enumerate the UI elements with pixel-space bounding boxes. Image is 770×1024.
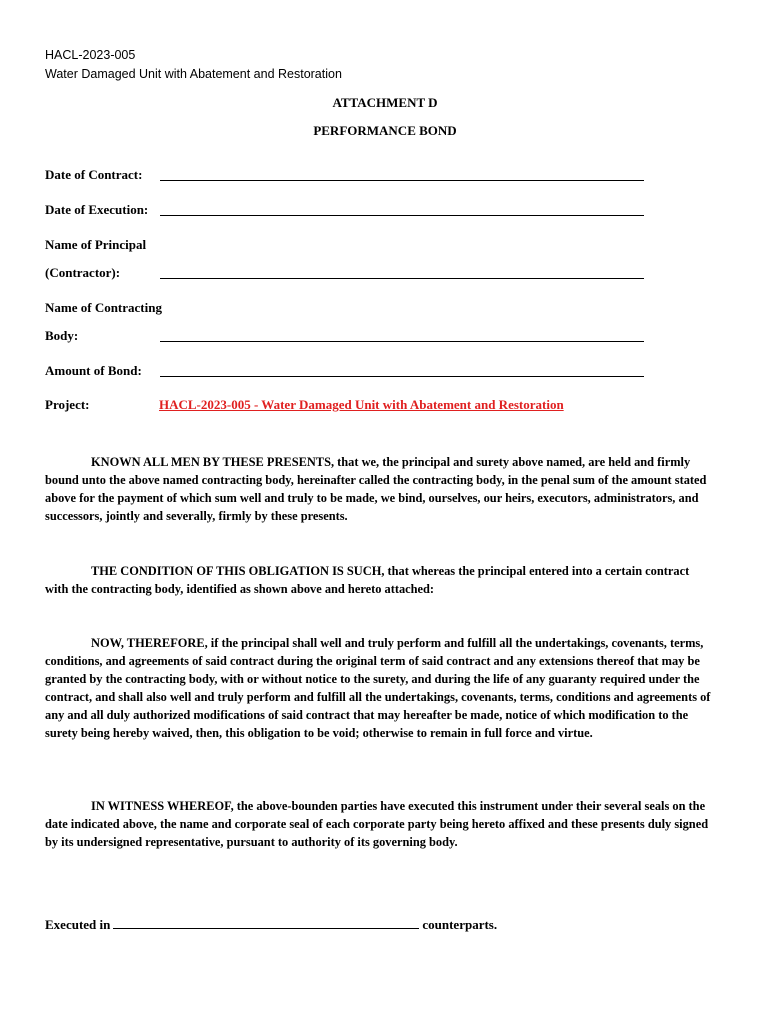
executed-in-line <box>45 916 497 933</box>
date-of-execution-label: Date of Execution: <box>45 202 149 217</box>
paragraph-in-witness: IN WITNESS WHEREOF, the above-bounden parties have executed this instrument under their several seals on the date indicated above, the name and corporate seal of each corporate party being hereto affixed and these presents duly signed by its undersigned representative, pursuant to authority of its governing body. <box>45 799 709 849</box>
principal-label-line2: (Contractor): <box>45 265 121 280</box>
date-of-contract-label: Date of Contract: <box>45 167 143 182</box>
document-subtitle: Water Damaged Unit with Abatement and Restoration <box>45 67 342 81</box>
contracting-body-line[interactable] <box>160 341 644 342</box>
document-id: HACL-2023-005 <box>45 48 136 62</box>
contracting-body-label-line1: Name of Contracting <box>45 300 162 315</box>
executed-suffix: counterparts. <box>422 917 498 932</box>
paragraph-known-all-men: KNOWN ALL MEN BY THESE PRESENTS, that we, the principal and surety above named, are held and firmly bound unto the above named contracting body, hereinafter called the contracting body, in the penal sum of the amount stated above for the payment of which sum well and truly to be made, we bind, ourselves, our heirs, executors, administrators, and successors, jointly and severally, firmly by these presents. <box>45 455 707 523</box>
counterparts-blank[interactable] <box>113 916 419 929</box>
amount-of-bond-line[interactable] <box>160 376 644 377</box>
bond-title: PERFORMANCE BOND <box>313 123 457 138</box>
project-label: Project: <box>45 397 90 412</box>
executed-prefix: Executed in <box>45 917 111 932</box>
date-of-contract-line[interactable] <box>160 180 644 181</box>
principal-line[interactable] <box>160 278 644 279</box>
amount-of-bond-label: Amount of Bond: <box>45 363 142 378</box>
attachment-title: ATTACHMENT D <box>332 95 438 110</box>
document-header <box>45 46 342 84</box>
date-of-execution-line[interactable] <box>160 215 644 216</box>
principal-label-line1: Name of Principal <box>45 237 147 252</box>
contracting-body-label-line2: Body: <box>45 328 79 343</box>
paragraph-now-therefore: NOW, THEREFORE, if the principal shall well and truly perform and fulfill all the undertakings, covenants, terms, conditions, and agreements of said contract during the original term of said contract and any extensions thereof that may be granted by the contracting body, with or without notice to the surety, and during the life of any guaranty required under the contract, and shall also well and truly perform and fulfill all the undertakings, covenants, terms, conditions and agreements of any and all duly authorized modifications of said contract that may hereafter be made, notice of which modification to the surety being hereby waived, then, this obligation to be void; otherwise to remain in full force and virtue. <box>45 636 711 740</box>
project-value: HACL-2023-005 - Water Damaged Unit with Abatement and Restoration <box>159 397 564 412</box>
paragraph-condition: THE CONDITION OF THIS OBLIGATION IS SUCH, that whereas the principal entered into a certain contract with the contracting body, identified as shown above and hereto attached: <box>45 564 690 596</box>
